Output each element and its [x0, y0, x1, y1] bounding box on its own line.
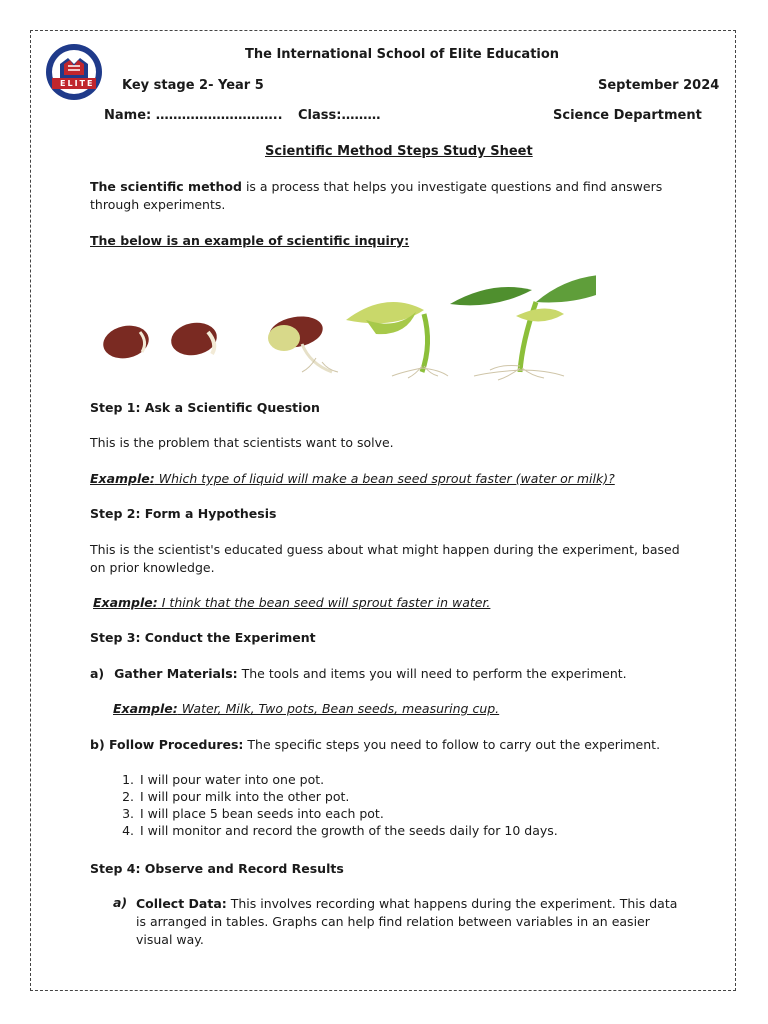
intro-term: The scientific method	[90, 179, 242, 194]
example-heading: The below is an example of scientific inquiry:	[90, 233, 410, 248]
step1-text: This is the problem that scientists want to solve.	[90, 435, 394, 450]
intro-text: is a process that helps you investigate questions and find answers through experiments.	[90, 179, 663, 212]
step2-example-label: Example:	[93, 595, 158, 610]
list-item: 4. I will monitor and record the growth of the seeds daily for 10 days.	[138, 822, 558, 839]
step3-b-label: b) Follow Procedures:	[90, 737, 244, 752]
step3-b-text: The specific steps you need to follow to carry out the experiment.	[243, 737, 661, 752]
procedure-list	[104, 771, 558, 839]
list-item: 3. I will place 5 bean seeds into each pot.	[138, 805, 558, 822]
step3-a-label: Gather Materials:	[114, 666, 238, 681]
key-stage: Key stage 2- Year 5	[122, 78, 264, 93]
step3-b-line	[90, 737, 660, 752]
step2-heading: Step 2: Form a Hypothesis	[90, 506, 277, 521]
department-label: Science Department	[553, 108, 702, 123]
school-logo	[44, 42, 104, 102]
intro-paragraph	[90, 178, 680, 214]
step4-a-paragraph	[136, 895, 686, 949]
step3-heading: Step 3: Conduct the Experiment	[90, 630, 316, 645]
step1-example-text: Which type of liquid will make a bean seed sprout faster (water or milk)?	[154, 471, 615, 486]
step3-a-example-text: Water, Milk, Two pots, Bean seeds, measuring cup.	[177, 701, 500, 716]
step2-example	[93, 595, 490, 610]
step1-example	[90, 471, 615, 486]
step3-a-marker: a)	[90, 666, 105, 681]
date-label: September 2024	[598, 78, 720, 93]
step3-a-text: The tools and items you will need to perform the experiment.	[237, 666, 627, 681]
germination-image	[96, 262, 596, 382]
step4-heading: Step 4: Observe and Record Results	[90, 861, 344, 876]
list-item: 2. I will pour milk into the other pot.	[138, 788, 558, 805]
school-name: The International School of Elite Education	[245, 47, 560, 62]
step4-a-label: Collect Data:	[136, 896, 227, 911]
step1-heading: Step 1: Ask a Scientific Question	[90, 400, 320, 415]
name-field: Name: ………………………..	[104, 108, 283, 123]
step3-a-example	[113, 701, 499, 716]
step4-a-text: This involves recording what happens during the experiment. This data is arranged in tables. Graphs can help find relation between variables in an easier visual way.	[136, 896, 678, 947]
page-title: Scientific Method Steps Study Sheet	[265, 144, 533, 159]
list-item: 1. I will pour water into one pot.	[138, 771, 558, 788]
step3-a-example-label: Example:	[113, 701, 178, 716]
bean-germination-illustration	[96, 262, 596, 382]
step2-text: This is the scientist's educated guess about what might happen during the experiment, based on prior knowledge.	[90, 542, 680, 575]
step2-example-text: I think that the bean seed will sprout faster in water.	[157, 595, 491, 610]
step1-example-label: Example:	[90, 471, 155, 486]
logo-wordmark: ELITE	[60, 79, 95, 88]
step4-a-marker: a)	[113, 895, 128, 910]
class-field: Class:………	[298, 108, 381, 123]
school-crest-icon	[44, 42, 104, 102]
step3-a-line	[90, 666, 627, 681]
